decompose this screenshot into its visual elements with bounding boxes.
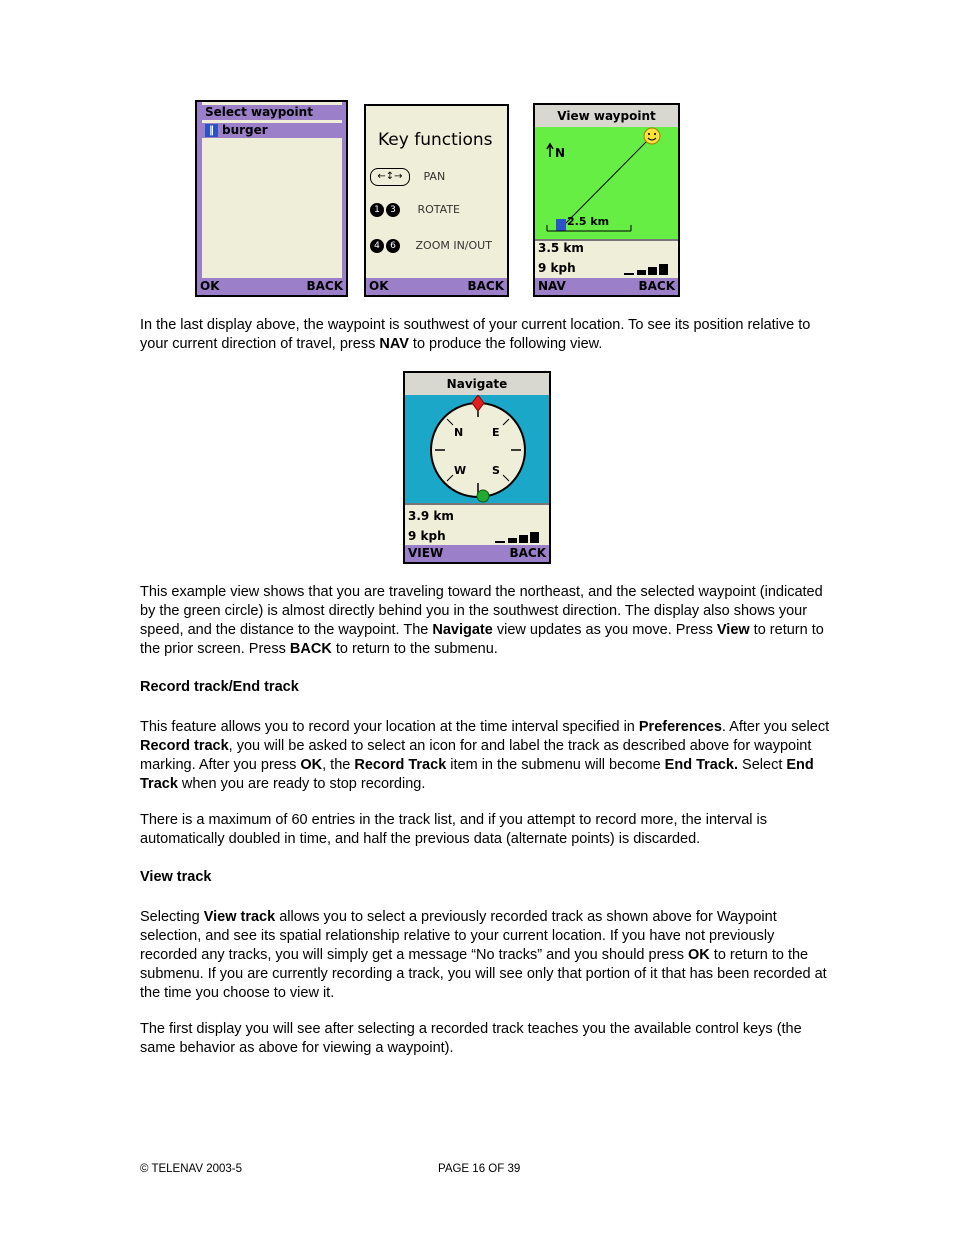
text: . After you select [721,719,830,735]
back-softkey[interactable]: BACK [306,279,343,293]
speed-readout: 9 kph [408,529,446,543]
key-6-icon: 6 [386,239,400,253]
text: , the [322,757,355,773]
pan-label: PAN [423,170,446,183]
text: to return to the prior screen. Press [140,622,824,657]
footer-copyright: © TELENAV 2003-5 [140,1163,243,1175]
record-track-keyword: Record track [140,738,229,754]
text: In the last display above, the waypoint is southwest of your current location. To see its position relative to your current direction of travel, press [140,317,811,352]
key-functions-screen [364,104,509,297]
pan-row [370,168,445,186]
heading-view-track: View track [140,869,212,885]
compass-s: S [492,464,500,477]
ok-keyword: OK [300,757,323,773]
speed-readout: 9 kph [538,261,576,275]
waypoint-circle-icon [477,490,489,502]
view-keyword: View [716,622,750,638]
paragraph-track-limit: There is a maximum of 60 entries in the track list, and if you attempt to record more, the interval is automatically doubled in time, and half the previous data (alternate points) is discarded. [140,812,767,847]
screen-title: View waypoint [535,105,678,127]
navigate-keyword: Navigate [432,622,493,638]
distance-readout: 3.9 km [408,509,454,523]
screen-title: Navigate [405,373,549,395]
text: view updates as you move. Press [492,622,717,638]
screen-title: Select waypoint [202,105,346,120]
rotate-label: ROTATE [417,203,461,216]
text: , you will be asked to select an icon for and label the track as described above for waypoint marking. After you press [140,738,812,773]
softkey-bar [405,545,549,562]
smiley-icon [644,128,660,144]
compass-area [405,395,549,505]
scale-label: 2.5 km [567,215,610,228]
select-waypoint-screen [195,100,348,297]
compass-dial [431,403,525,497]
back-softkey[interactable]: BACK [467,279,504,293]
text: allows you to select a previously recorded track as shown above for Waypoint selection, and see its spatial relationship relative to your current location. If you have not previously recorded any tracks, you will simply get a message “No tracks” and you should press [140,909,777,963]
text: This feature allows you to record your location at the time interval specified in [140,719,639,735]
waypoint-item-burger[interactable] [202,123,346,138]
text: Select [738,757,787,773]
key-1-icon: 1 [370,203,384,217]
view-softkey[interactable]: VIEW [408,546,444,560]
back-keyword: BACK [289,641,332,657]
text: item in the submenu will become [446,757,665,773]
signal-bars-icon [495,531,541,543]
record-track-item-keyword: Record Track [354,757,447,773]
waypoint-marker-icon [556,219,566,231]
key-4-icon: 4 [370,239,384,253]
text: to return to the submenu. [331,641,498,657]
compass-e: E [492,426,500,439]
back-softkey[interactable]: BACK [509,546,546,560]
compass-graphic [405,395,549,503]
end-track-keyword: End Track. [664,757,739,773]
signal-bars-icon [624,263,670,275]
north-label: N [555,146,566,160]
softkey-bar [535,278,678,295]
screen-title: Key functions [378,130,493,150]
softkey-bar [197,278,346,295]
paragraph-record-track [140,718,830,794]
rotate-row [370,203,460,217]
navigate-screen [403,371,551,564]
paragraph-view-track [140,908,830,1003]
back-softkey[interactable]: BACK [638,279,675,293]
ok-softkey[interactable]: OK [369,279,389,293]
waypoint-map[interactable] [535,127,678,241]
nav-softkey[interactable]: NAV [538,279,566,293]
footer-page-number: PAGE 16 OF 39 [438,1163,521,1175]
ok-softkey[interactable]: OK [200,279,220,293]
distance-readout: 3.5 km [538,241,584,255]
paragraph-nav-intro [140,316,830,354]
zoom-label: ZOOM IN/OUT [415,239,492,252]
waypoint-item-label: burger [222,123,268,137]
compass-w: W [454,464,467,477]
heading-record-track: Record track/End track [140,679,299,695]
zoom-row [370,239,492,253]
text: Selecting [140,909,204,925]
nav-keyword: NAV [379,336,409,352]
preferences-keyword: Preferences [638,719,722,735]
key-3-icon: 3 [386,203,400,217]
text: to return to the submenu. If you are currently recording a track, you will see only that portion of it that has been recorded at the time you choose to view it. [140,947,827,1001]
ok-keyword: OK [688,947,710,963]
paragraph-first-display: The first display you will see after selecting a recorded track teaches you the available control keys (the same behavior as above for viewing a waypoint). [140,1021,802,1056]
route-line [564,139,649,225]
compass-n: N [454,426,464,439]
text: This example view shows that you are traveling toward the northeast, and the selected waypoint (indicated by the green circle) is almost directly behind you in the southwest direction. The display also shows your speed, and the distance to the waypoint. The [140,584,823,638]
end-track-keyword-2: End Track [140,757,814,792]
view-waypoint-screen [533,103,680,297]
dpad-icon: ←↕→ [370,168,410,186]
paragraph-navigate-explanation [140,583,830,659]
text: when you are ready to stop recording. [177,776,426,792]
softkey-bar [366,278,507,295]
text: to produce the following view. [408,336,603,352]
view-track-keyword: View track [203,909,276,925]
fork-knife-icon: ‖ [205,124,218,137]
